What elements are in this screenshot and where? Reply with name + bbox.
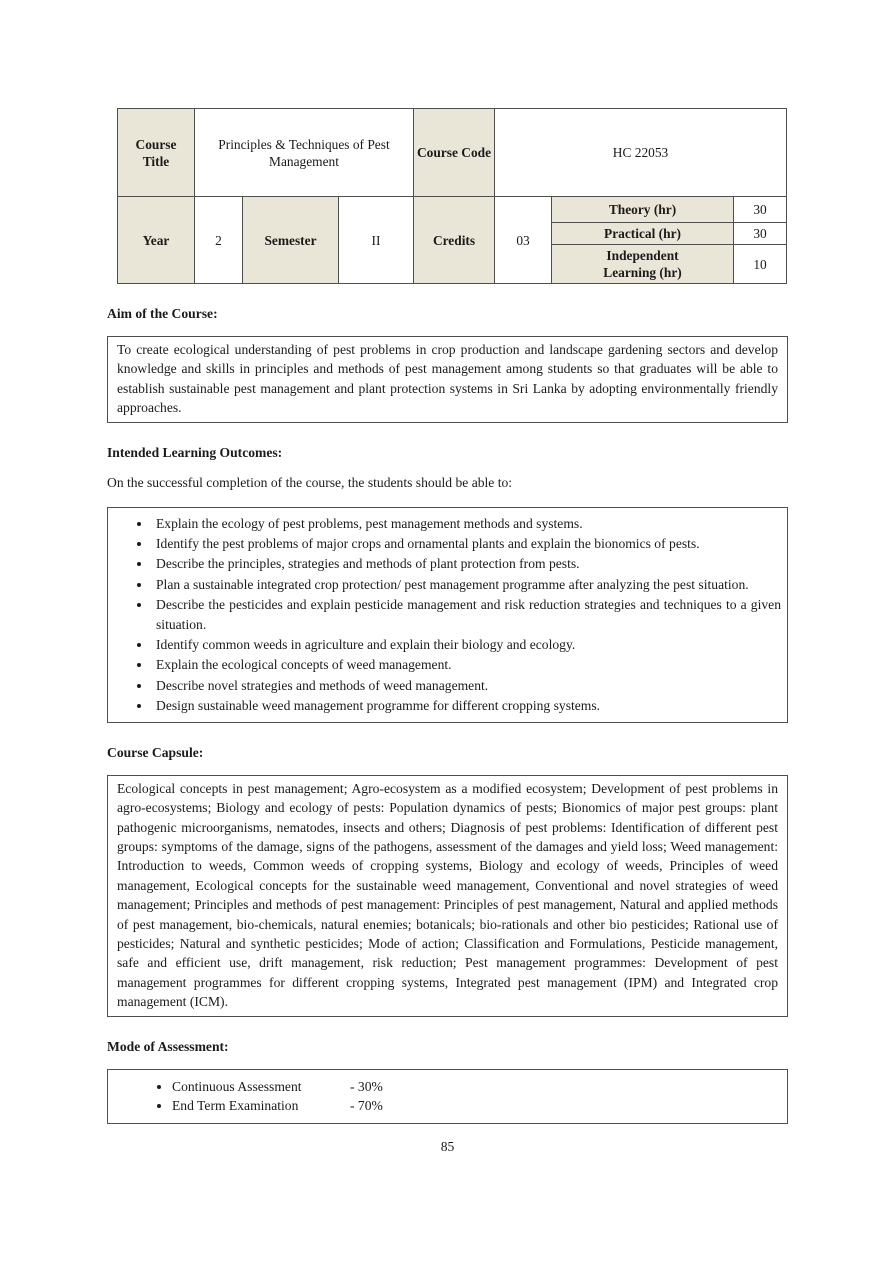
theory-hours-label: Theory (hr) [552,197,734,223]
course-title-label: Course Title [118,109,195,197]
aim-box: To create ecological understanding of pest problems in crop production and landscape gardening sectors and develop knowledge and skills in principles and methods of pest management among students so that graduates will be able to establish sustainable pest management and plant protection systems in Sri Lanka by adopting environmentally friendly approaches. [107,336,788,423]
independent-learning-hours-value: 10 [734,245,787,284]
ilo-list-item: • Describe the pesticides and explain pesticide management and risk reduction strategies and techniques to a given situation. [152,595,781,634]
assessment-list [108,1077,787,1116]
credits-label: Credits [414,197,495,284]
ilo-list-item: • Explain the ecological concepts of weed management. [152,655,781,674]
course-title-value [195,109,414,197]
course-title-value-text: Principles & Techniques of Pest Management [218,136,390,169]
credits-value: 03 [495,197,552,284]
ilo-list-item: • Describe the principles, strategies and methods of plant protection from pests. [152,554,781,573]
ilo-box [107,507,788,723]
ilo-list [108,514,781,716]
assessment-item-label: Continuous Assessment [172,1078,302,1094]
assessment-heading: Mode of Assessment: [107,1038,229,1054]
assessment-list-item [172,1077,787,1096]
ilo-list-item: • Identify common weeds in agriculture and explain their biology and ecology. [152,635,781,654]
ilo-list-item: • Identify the pest problems of major crops and ornamental plants and explain the bionomics of pests. [152,534,781,553]
semester-value: II [339,197,414,284]
course-code-value: HC 22053 [495,109,787,197]
ilo-intro: On the successful completion of the course, the students should be able to: [107,474,513,490]
ilo-list-item: • Explain the ecology of pest problems, pest management methods and systems. [152,514,781,533]
assessment-item-value: - 30% [350,1078,383,1094]
theory-hours-value: 30 [734,197,787,223]
assessment-box [107,1069,788,1125]
page-number: 85 [440,1139,455,1155]
independent-learning-hours-label [552,245,734,284]
practical-hours-value: 30 [734,223,787,245]
capsule-heading: Course Capsule: [107,744,204,760]
semester-label: Semester [243,197,339,284]
ilo-list-item: • Design sustainable weed management programme for different cropping systems. [152,696,781,715]
ilo-list-item: • Plan a sustainable integrated crop protection/ pest management programme after analyzing the pest situation. [152,575,781,594]
independent-learning-hours-label-text: Independent Learning (hr) [603,248,682,280]
assessment-list-item [172,1096,787,1115]
course-code-label: Course Code [414,109,495,197]
course-info-table [117,108,787,284]
capsule-box: Ecological concepts in pest management; Agro-ecosystem as a modified ecosystem; Development of pest problems in agro-ecosystems; Biology and ecology of pests: Population dynamics of pests; Bionomics of major pest groups: plant pathogenic microorganisms, nematodes, insects and others; Diagnosis of pest problems: Identification of different pest groups: symptoms of the damage, signs of the pathogens, assessment of the damages and yield loss; Weed management: Introduction to weeds, Common weeds of cropping systems, Biology and ecology of weeds, Principles of weed management, Ecological concepts for the sustainable weed management, Conventional and novel strategies of weed management; Principles and methods of pest management: Principles of pest management, Natural and applied methods of pest management, bio-chemicals, natural enemies; botanicals; bio-rationals and other bio pesticides; Rational use of pesticides; Natural and synthetic pesticides; Mode of action; Classification and Formulations, Pesticide management, safe and efficient use, drift management, risk reduction; Pest management programmes: Development of pest management programmes for different cropping systems, Integrated pest management (IPM) and Integrated crop management (ICM). [107,775,788,1017]
ilo-heading: Intended Learning Outcomes: [107,444,283,460]
assessment-item-label: End Term Examination [172,1097,299,1113]
practical-hours-label: Practical (hr) [552,223,734,245]
year-value: 2 [195,197,243,284]
ilo-list-item: • Describe novel strategies and methods of weed management. [152,676,781,695]
aim-heading: Aim of the Course: [107,306,218,321]
assessment-item-value: - 70% [350,1097,383,1113]
year-label: Year [118,197,195,284]
